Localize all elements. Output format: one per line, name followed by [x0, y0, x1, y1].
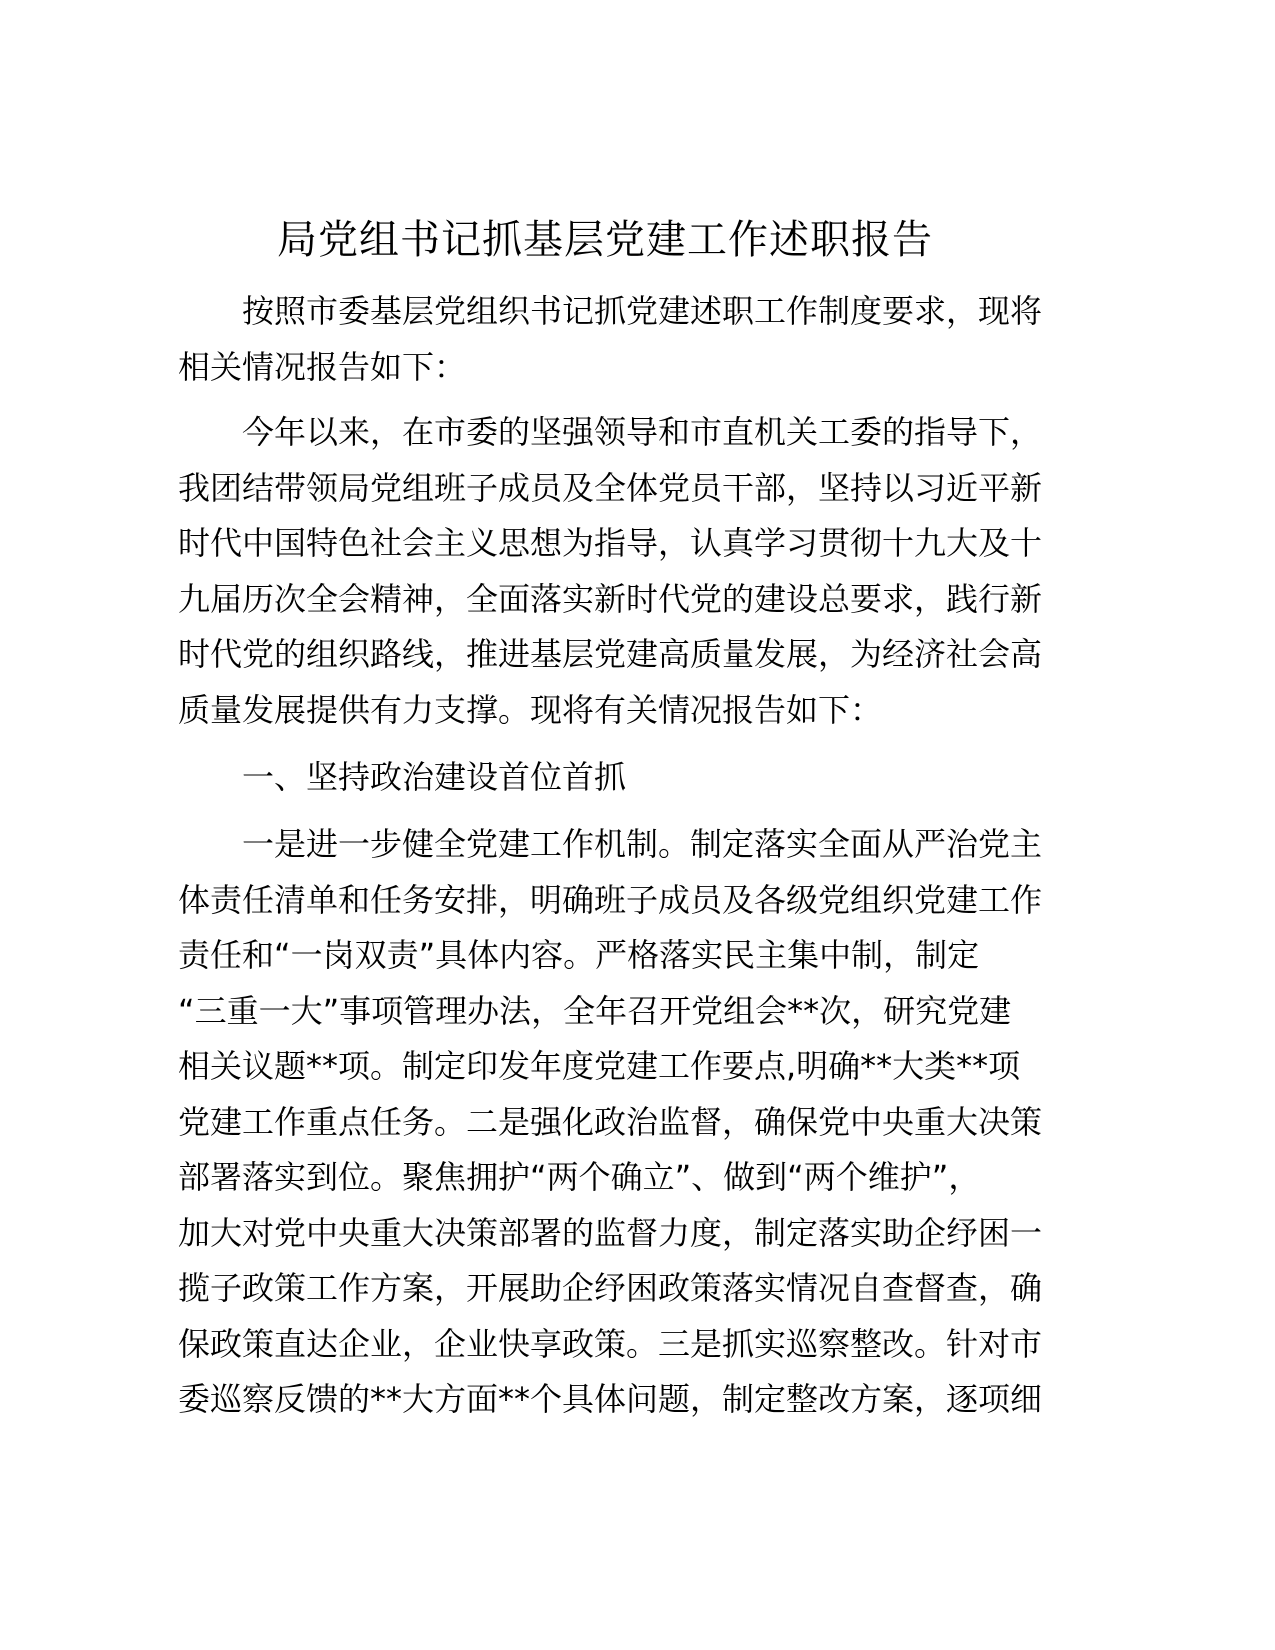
paragraph-overview — [178, 405, 1043, 738]
text-line: 相关情况报告如下： — [178, 347, 467, 386]
text-line: 部署落实到位。聚焦拥护“两个确立”、做到“两个维护”， — [178, 1158, 981, 1196]
text-line: 质量发展提供有力支撑。现将有关情况报告如下： — [178, 690, 883, 729]
text-line: 党建工作重点任务。二是强化政治监督，确保党中央重大决策 — [178, 1102, 1043, 1141]
text-line: 责任和“一岗双责”具体内容。严格落实民主集中制，制定 — [178, 936, 980, 974]
text-line: 时代中国特色社会主义思想为指导，认真学习贯彻十九大及十 — [178, 524, 1043, 562]
paragraph-section-1 — [178, 817, 1043, 1428]
text-line: 揽子政策工作方案，开展助企纾困政策落实情况自查督查，确 — [178, 1269, 1043, 1307]
section-heading — [178, 750, 1038, 806]
text-line: 九届历次全会精神，全面落实新时代党的建设总要求，践行新 — [178, 579, 1043, 618]
text-line: 今年以来，在市委的坚强领导和市直机关工委的指导下， — [242, 413, 1043, 451]
text-line: “三重一大”事项管理办法，全年召开党组会**次，研究党建 — [178, 991, 1012, 1030]
text-line: 委巡察反馈的**大方面**个具体问题，制定整改方案，逐项细 — [178, 1380, 1043, 1418]
document-title: 局党组书记抓基层党建工作述职报告 — [277, 217, 933, 263]
paragraph-intro — [178, 284, 1043, 395]
text-line: 按照市委基层党组织书记抓党建述职工作制度要求，现将 — [242, 292, 1043, 330]
text-line: 保政策直达企业，企业快享政策。三是抓实巡察整改。针对市 — [178, 1324, 1043, 1363]
heading-line: 一、坚持政治建设首位首抓 — [242, 758, 627, 796]
text-line: 加大对党中央重大决策部署的监督力度，制定落实助企纾困一 — [178, 1213, 1043, 1252]
text-line: 体责任清单和任务安排，明确班子成员及各级党组织党建工作 — [178, 880, 1043, 919]
text-line: 我团结带领局党组班子成员及全体党员干部，坚持以习近平新 — [178, 468, 1043, 507]
text-line: 相关议题**项。制定印发年度党建工作要点,明确**大类**项 — [178, 1047, 1021, 1085]
text-line: 一是进一步健全党建工作机制。制定落实全面从严治党主 — [242, 825, 1043, 863]
text-line: 时代党的组织路线，推进基层党建高质量发展，为经济社会高 — [178, 635, 1043, 673]
